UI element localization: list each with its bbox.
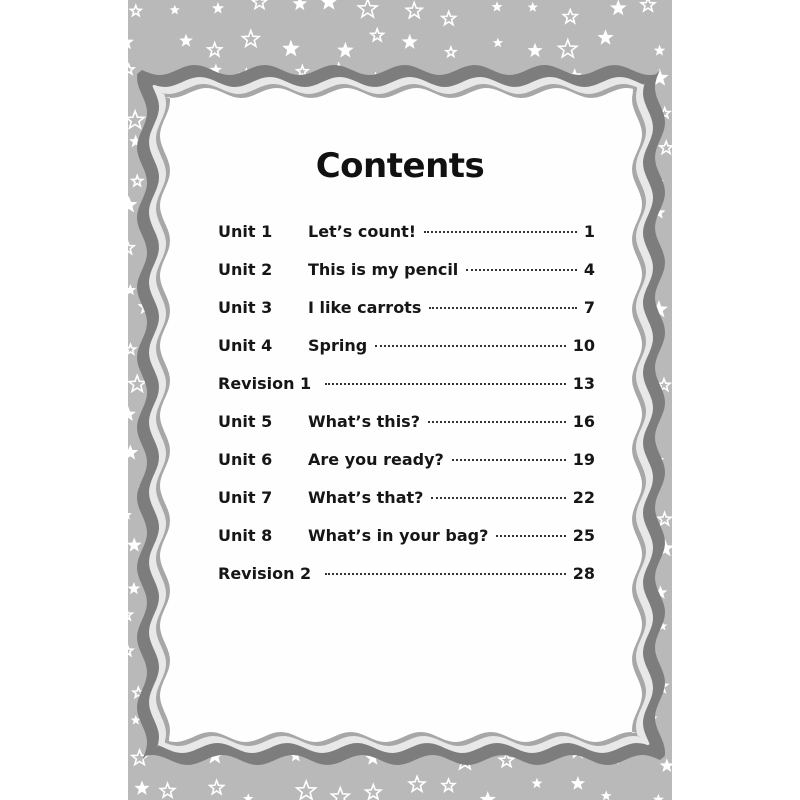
toc-entry (218, 222, 595, 260)
toc-entry-title: Are you ready? (308, 450, 444, 469)
star-icon (170, 5, 180, 15)
toc-entry (218, 336, 595, 374)
star-icon (208, 43, 222, 56)
star-icon (128, 241, 134, 254)
star-icon (528, 2, 538, 12)
star-icon (131, 6, 142, 16)
dot-leader (466, 269, 577, 271)
star-icon (128, 64, 134, 74)
star-icon (371, 29, 384, 41)
dot-leader (496, 535, 565, 537)
star-icon (132, 176, 143, 186)
star-icon (493, 38, 503, 48)
dot-leader (452, 459, 566, 461)
star-icon (128, 645, 133, 655)
star-icon (654, 45, 666, 56)
star-icon (128, 111, 144, 128)
toc-entry-title: What’s that? (308, 488, 424, 507)
toc-unit-label: Revision 1 (218, 374, 312, 393)
toc-entry (218, 450, 595, 488)
star-icon (571, 776, 586, 790)
star-icon (658, 513, 671, 525)
star-icon (660, 758, 672, 772)
star-icon (358, 0, 377, 17)
star-icon (252, 0, 266, 8)
dot-leader (375, 345, 566, 347)
star-icon (337, 42, 354, 58)
toc-entry-title: What’s this? (308, 412, 420, 431)
toc-entry-revision (218, 564, 595, 602)
star-icon (480, 791, 496, 800)
toc-page-number: 28 (572, 564, 595, 583)
toc-unit-label: Unit 1 (218, 222, 273, 241)
star-icon (212, 2, 224, 14)
toc-entry (218, 526, 595, 564)
star-icon (532, 778, 543, 788)
toc-unit-label: Unit 7 (218, 488, 273, 507)
star-icon (366, 785, 381, 800)
star-icon (128, 34, 134, 49)
toc-entry-title: Spring (308, 336, 368, 355)
star-icon (402, 34, 418, 49)
star-icon (409, 776, 425, 791)
star-icon (128, 444, 138, 459)
star-icon (160, 783, 175, 797)
star-icon (610, 0, 627, 15)
dot-leader (424, 231, 577, 233)
toc-unit-label: Unit 2 (218, 260, 273, 279)
toc-entry (218, 412, 595, 450)
toc-entry-title: I like carrots (308, 298, 422, 317)
toc-entry-title: This is my pencil (308, 260, 459, 279)
star-icon (243, 31, 260, 47)
star-icon (320, 0, 338, 10)
book-page (128, 0, 672, 800)
toc-entry-title: What’s in your bag? (308, 526, 489, 545)
toc-page-number: 25 (572, 526, 595, 545)
star-icon (446, 47, 456, 56)
star-icon (297, 781, 316, 799)
star-icon (406, 3, 422, 18)
dot-leader (429, 307, 577, 309)
toc-page-number: 13 (572, 374, 595, 393)
toc-entry (218, 298, 595, 336)
star-icon (559, 40, 577, 57)
page-title: Contents (315, 146, 485, 186)
table-of-contents (218, 222, 595, 602)
toc-unit-label: Unit 3 (218, 298, 273, 317)
toc-unit-label: Unit 8 (218, 526, 273, 545)
star-icon (282, 40, 300, 57)
toc-entry (218, 260, 595, 298)
star-icon (134, 780, 149, 795)
star-icon (128, 196, 137, 213)
star-icon (179, 34, 193, 47)
star-icon (641, 0, 655, 11)
toc-page-number: 16 (572, 412, 595, 431)
toc-page-number: 7 (583, 298, 595, 317)
star-icon (243, 793, 254, 800)
star-icon (528, 43, 543, 57)
star-icon (128, 537, 142, 551)
toc-entry (218, 488, 595, 526)
toc-page-number: 4 (583, 260, 595, 279)
star-icon (660, 141, 672, 153)
star-icon (492, 1, 503, 11)
dot-leader (325, 573, 566, 575)
toc-unit-label: Unit 5 (218, 412, 273, 431)
star-icon (128, 582, 140, 594)
dot-leader (428, 421, 566, 423)
star-icon (129, 376, 146, 392)
star-icon (331, 788, 349, 800)
dot-leader (325, 383, 566, 385)
star-icon (128, 406, 136, 421)
star-icon (292, 0, 307, 10)
star-icon (128, 509, 132, 520)
toc-page-number: 19 (572, 450, 595, 469)
toc-unit-label: Unit 4 (218, 336, 273, 355)
star-icon (442, 12, 456, 25)
star-icon (128, 344, 136, 354)
toc-entry-revision (218, 374, 595, 412)
star-icon (442, 779, 455, 791)
toc-entry-title: Let’s count! (308, 222, 417, 241)
star-icon (132, 750, 147, 765)
toc-page-number: 10 (572, 336, 595, 355)
dot-leader (431, 497, 565, 499)
toc-page-number: 22 (572, 488, 595, 507)
star-icon (601, 790, 612, 800)
toc-unit-label: Revision 2 (218, 564, 312, 583)
star-icon (597, 29, 613, 45)
star-icon (128, 609, 132, 620)
toc-unit-label: Unit 6 (218, 450, 273, 469)
star-icon (210, 780, 224, 793)
star-icon (128, 284, 136, 295)
star-icon (563, 10, 577, 23)
toc-page-number: 1 (583, 222, 595, 241)
star-icon (653, 794, 664, 800)
